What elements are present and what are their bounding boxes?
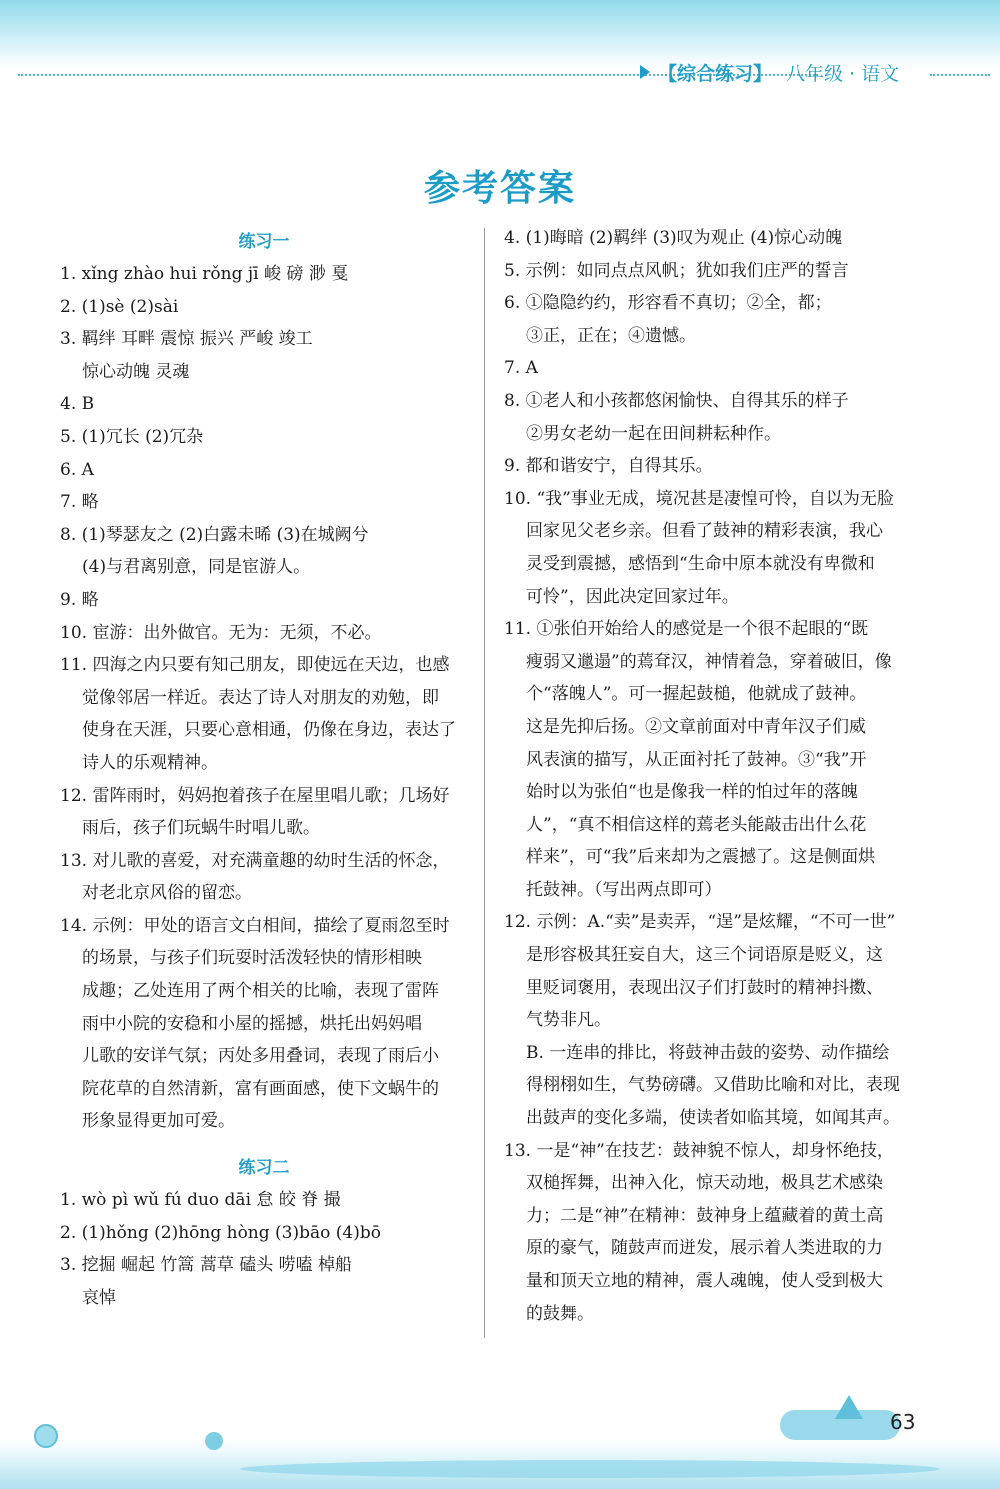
header-dotted-rule-end bbox=[930, 74, 990, 76]
answer-line: 5. (1)冗长 (2)冗杂 bbox=[60, 426, 204, 447]
answer-line: 个“落魄人”。可一握起鼓槌，他就成了鼓神。 bbox=[526, 684, 867, 705]
answer-line: ③正，正在；④遗憾。 bbox=[526, 325, 696, 346]
page-number: 63 bbox=[890, 1410, 916, 1434]
answer-line: 12. 雷阵雨时，妈妈抱着孩子在屋里唱儿歌；几场好 bbox=[60, 785, 450, 806]
answer-line: ②男女老幼一起在田间耕耘种作。 bbox=[526, 423, 781, 444]
wave-decoration bbox=[240, 1460, 940, 1478]
answer-line: 5. 示例：如同点点风帆；犹如我们庄严的誓言 bbox=[504, 260, 849, 281]
answer-line: 雨中小院的安稳和小屋的摇撼，烘托出妈妈唱 bbox=[82, 1013, 422, 1034]
answer-line: 风表演的描写，从正面衬托了鼓神。③“我”开 bbox=[526, 749, 867, 770]
answer-line: 院花草的自然清新，富有画面感，使下文蜗牛的 bbox=[82, 1078, 439, 1099]
answer-line: 14. 示例：甲处的语言文白相间，描绘了夏雨忽至时 bbox=[60, 915, 450, 936]
answer-line: 人”，“真不相信这样的蔫老头能敲击出什么花 bbox=[526, 814, 867, 835]
answer-line: 力；二是“神”在精神：鼓神身上蕴藏着的黄土高 bbox=[526, 1205, 884, 1226]
right-column bbox=[504, 222, 924, 1330]
answer-line: 瘦弱又邋遢”的蔫耷汉，神情着急，穿着破旧，像 bbox=[526, 651, 892, 672]
answer-line: 托鼓神。（写出两点即可） bbox=[526, 879, 722, 900]
answer-line: 双槌挥舞，出神入化，惊天动地，极具艺术感染 bbox=[526, 1173, 883, 1194]
answer-line: 1. xǐng zhào hui rǒng jī 峻 磅 渺 戛 bbox=[60, 264, 349, 284]
answer-line: 3. 挖掘 崛起 竹篙 蒿草 磕头 唠嗑 棹船 bbox=[60, 1255, 353, 1276]
answer-line: 对老北京风俗的留恋。 bbox=[82, 883, 252, 904]
answer-line: 得栩栩如生，气势磅礴。又借助比喻和对比，表现 bbox=[526, 1075, 900, 1096]
running-header bbox=[640, 58, 899, 86]
left-column bbox=[60, 222, 468, 1314]
answer-line: 觉像邻居一样近。表达了诗人对朋友的劝勉，即 bbox=[82, 687, 439, 708]
answer-line: 7. 略 bbox=[60, 492, 99, 513]
answer-line: 儿歌的安详气氛；丙处多用叠词，表现了雨后小 bbox=[82, 1046, 439, 1067]
answer-line: 里贬词褒用，表现出汉子们打鼓时的精神抖擞、 bbox=[526, 977, 883, 998]
answer-line: 4. (1)晦暗 (2)羁绊 (3)叹为观止 (4)惊心动魄 bbox=[504, 228, 843, 248]
answer-line: 6. ①隐隐约约，形容看不真切；②全，都； bbox=[504, 293, 832, 314]
answer-line: 回家见父老乡亲。但看了鼓神的精彩表演，我心 bbox=[526, 521, 883, 542]
answer-line: 这是先抑后扬。②文章前面对中青年汉子们威 bbox=[526, 716, 866, 737]
arrow-icon bbox=[640, 65, 650, 79]
answer-line: 雨后，孩子们玩蜗牛时唱儿歌。 bbox=[82, 818, 320, 839]
answer-line: 量和顶天立地的精神，震人魂魄，使人受到极大 bbox=[526, 1271, 883, 1291]
answer-line: 是形容极其狂妄自大，这三个词语原是贬义，这 bbox=[526, 945, 883, 966]
answer-line: 9. 都和谐安宁，自得其乐。 bbox=[504, 456, 713, 477]
answer-line: 13. 一是“神”在技艺：鼓神貌不惊人，却身怀绝技， bbox=[504, 1140, 894, 1161]
answer-line: 8. ①老人和小孩都悠闲愉快、自得其乐的样子 bbox=[504, 390, 849, 411]
answer-line: 灵受到震撼，感悟到“生命中原本就没有卑微和 bbox=[526, 553, 875, 574]
section-heading: 练习二 bbox=[238, 1158, 290, 1179]
answer-line: 11. ①张伯开始给人的感觉是一个很不起眼的“既 bbox=[504, 619, 869, 640]
answer-line: (4)与君离别意，同是宦游人。 bbox=[82, 557, 311, 578]
answer-line: 8. (1)琴瑟友之 (2)白露未晞 (3)在城阙兮 bbox=[60, 524, 369, 545]
answer-line: 10. 宦游：出外做官。无为：无须，不必。 bbox=[60, 622, 382, 643]
page-title: 参考答案 bbox=[423, 168, 576, 209]
answer-line: 3. 羁绊 耳畔 震惊 振兴 严峻 竣工 bbox=[60, 329, 313, 350]
answer-line: 气势非凡。 bbox=[526, 1010, 611, 1031]
answer-line: 的鼓舞。 bbox=[526, 1303, 594, 1324]
answer-line: 13. 对儿歌的喜爱，对充满童趣的幼时生活的怀念， bbox=[60, 850, 450, 871]
answer-line: 4. B bbox=[60, 394, 95, 415]
answer-line: 的场景，与孩子们玩耍时活泼轻快的情形相映 bbox=[82, 948, 422, 969]
answer-line: 哀悼 bbox=[82, 1287, 116, 1308]
answer-line: 9. 略 bbox=[60, 589, 99, 610]
answer-line: 2. (1)hǒng (2)hōng hòng (3)bāo (4)bō bbox=[60, 1222, 381, 1243]
sailboat-icon bbox=[835, 1395, 863, 1419]
answer-line: 可怜”，因此决定回家过年。 bbox=[526, 586, 739, 607]
answer-line: 始时以为张伯“也是像我一样的怕过年的落魄 bbox=[526, 782, 858, 803]
answer-line: B. 一连串的排比，将鼓神击鼓的姿势、动作描绘 bbox=[526, 1042, 890, 1063]
answer-line: 诗人的乐观精神。 bbox=[82, 752, 218, 773]
answer-line: 10. “我”事业无成，境况甚是凄惶可怜，自以为无脸 bbox=[504, 488, 894, 509]
answer-line: 7. A bbox=[504, 358, 538, 379]
answer-line: 出鼓声的变化多端，使读者如临其境，如闻其声。 bbox=[526, 1108, 900, 1129]
balloon-icon bbox=[34, 1424, 58, 1448]
grade-subject: 八年级 · 语文 bbox=[786, 62, 900, 85]
answer-line: 形象显得更加可爱。 bbox=[82, 1111, 235, 1132]
section-heading: 练习一 bbox=[238, 232, 290, 252]
answer-line: 样来”，可“我”后来却为之震撼了。这是侧面烘 bbox=[526, 847, 876, 868]
series-label: 【综合练习】 bbox=[658, 62, 773, 85]
answer-line: 12. 示例：A.“卖”是卖弄，“逞”是炫耀，“不可一世” bbox=[504, 912, 896, 933]
answer-line: 11. 四海之内只要有知己朋友，即使远在天边，也感 bbox=[60, 655, 450, 676]
answer-line: 2. (1)sè (2)sài bbox=[60, 296, 179, 317]
column-divider bbox=[484, 228, 485, 1338]
answer-line: 惊心动魄 灵魂 bbox=[82, 361, 190, 382]
answer-line: 成趣；乙处连用了两个相关的比喻，表现了雷阵 bbox=[82, 981, 439, 1002]
balloon-icon-small bbox=[205, 1432, 223, 1450]
answer-line: 1. wò pì wǔ fú duo dāi 怠 皎 脊 撮 bbox=[60, 1190, 341, 1211]
answer-line: 6. A bbox=[60, 459, 94, 480]
answer-line: 使身在天涯，只要心意相通，仍像在身边，表达了 bbox=[82, 720, 456, 741]
answer-line: 原的豪气，随鼓声而迸发，展示着人类进取的力 bbox=[526, 1238, 883, 1259]
